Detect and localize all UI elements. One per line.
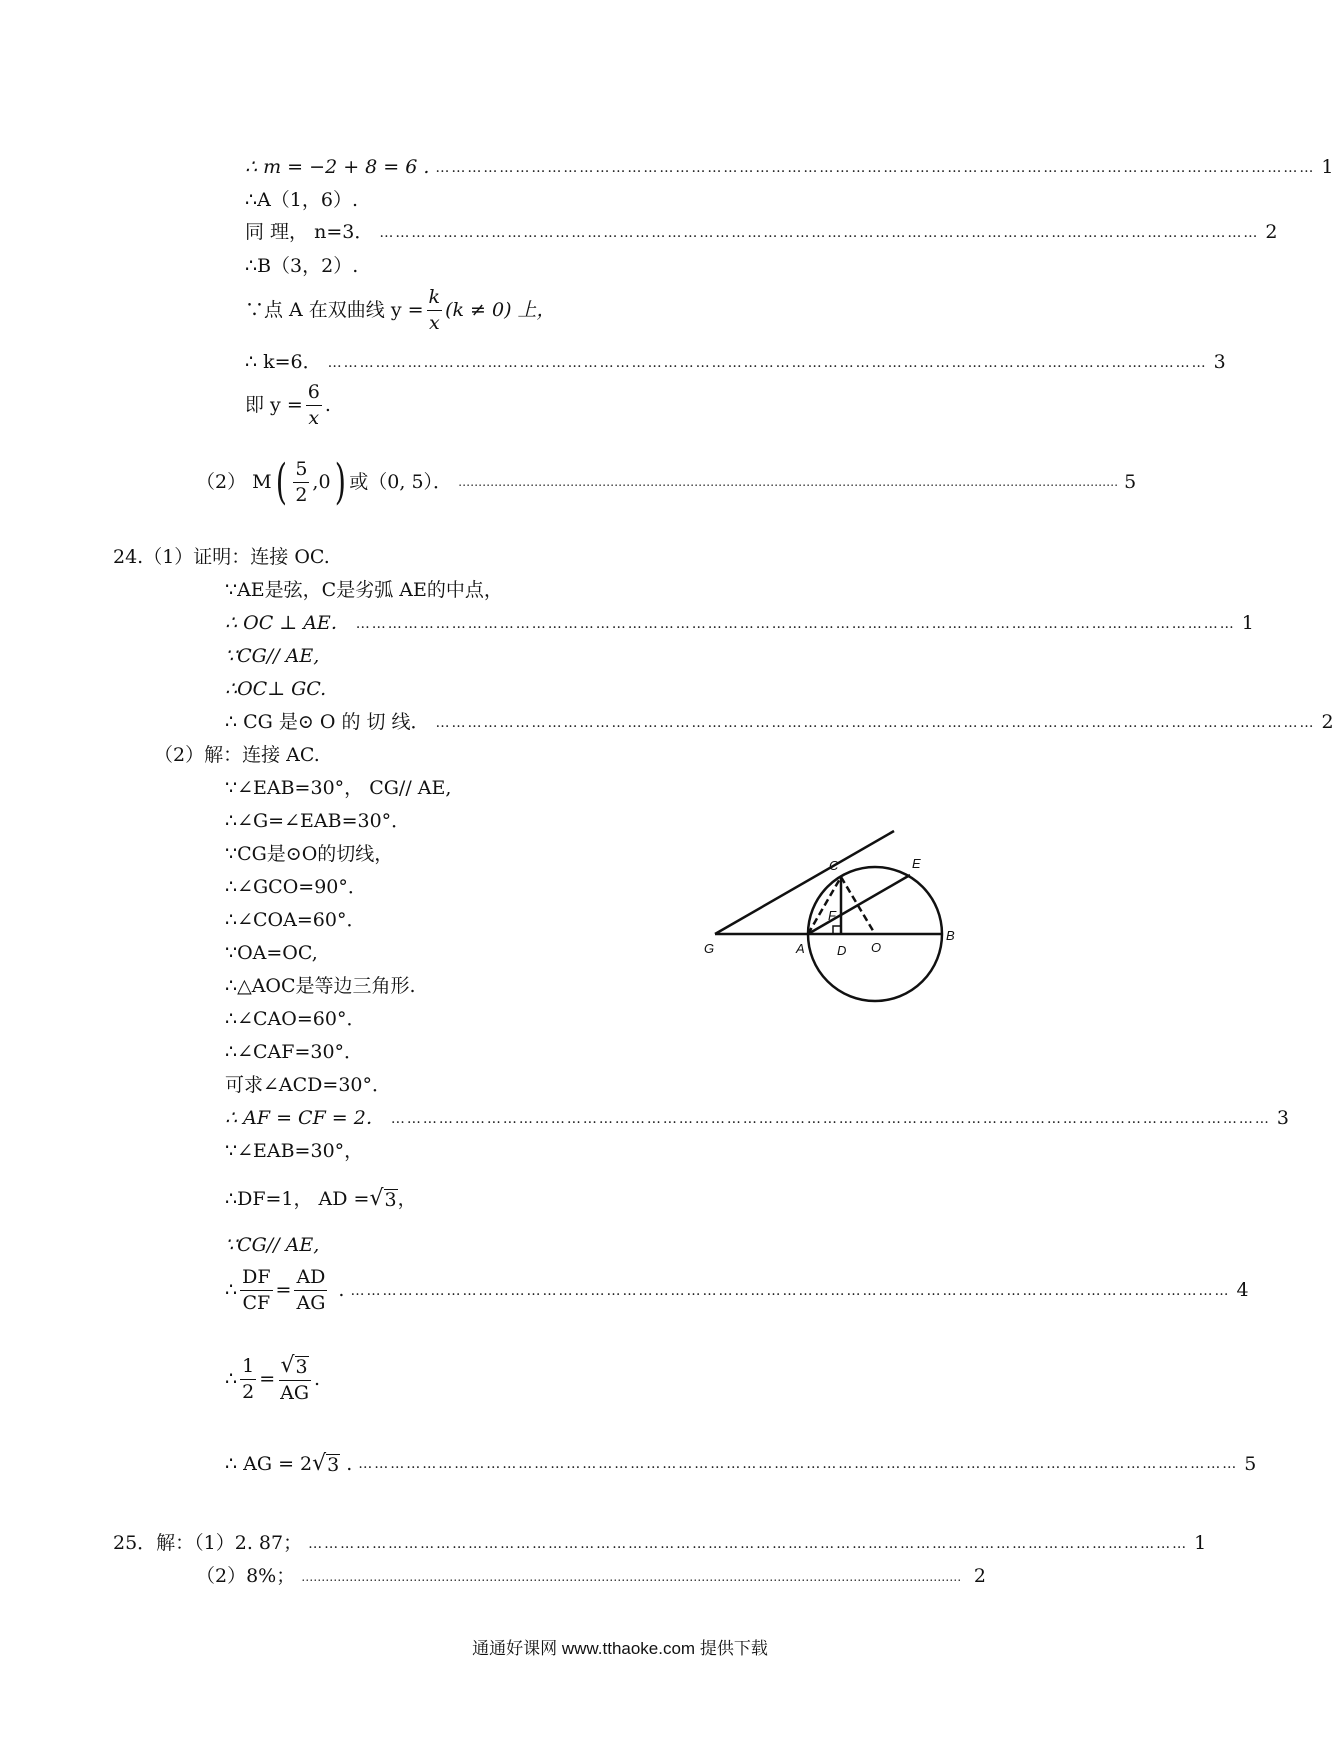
fraction: $\frac{k}{x}$ [428, 286, 441, 334]
score-mark: 3 [1276, 1107, 1289, 1129]
label-c: C [829, 858, 839, 873]
leader-dots: ………………………………………………………………………………………………………………………………………………… [308, 1535, 1189, 1552]
q24-part-2-heading: （2）解：连接 AC. [154, 744, 320, 766]
leader-dots: ………………………………………………………………………………………………………………………………………………… [458, 475, 1119, 489]
label-b: B [946, 928, 955, 943]
q25-line-2: （2）8%； ………………………………………………………………………………………………………………………………………………… 2 [196, 1565, 986, 1587]
q24-line: ∴ AF = CF = 2． ………………………………………………………………………………………………………………………………………………… 3 [225, 1107, 1289, 1129]
q25-line-1: 25．解：（1）2. 87； ………………………………………………………………………………………………………………………………………………… 1 [113, 1532, 1207, 1554]
score-mark: 1 [1321, 156, 1334, 178]
q24-line: ∴∠CAF=30°． [225, 1041, 364, 1063]
label-a: A [796, 941, 805, 956]
score-mark: 3 [1213, 351, 1226, 373]
score-mark: 1 [1194, 1532, 1207, 1554]
q24-line: ∴ CG 是⊙ O 的 切 线． ………………………………………………………………………………………………………………………………………………… 2 [225, 711, 1334, 733]
q23-text: ∴ k=6． [245, 351, 322, 373]
paren-left: ( [275, 454, 287, 510]
q23-text: 同 理， n=3． [245, 221, 374, 243]
q24-heading: 24.（1）证明：连接 OC. [113, 546, 330, 568]
leader-dots: ………………………………………………………………………………………………………………………………………………… [327, 354, 1208, 371]
q23-text: ∴A（1，6）. [245, 189, 359, 211]
q23-text: ∴B（3，2）. [245, 255, 359, 277]
fraction: $\frac{6}{x}$ [307, 381, 320, 429]
q24-line: ∵∠EAB=30°， [225, 1140, 364, 1162]
geometry-figure [700, 820, 980, 1020]
q23-line-4 [245, 257, 358, 276]
q23-text: (k ≠ 0) 上， [445, 299, 556, 321]
leader-dots: ………………………………………………………………………………………………………………………………………………… [435, 714, 1316, 731]
q24-line: ∴ OC ⊥ AE． ………………………………………………………………………………………………………………………………………………… 1 [225, 612, 1254, 634]
fraction: $\frac{5}{2}$ [295, 457, 308, 506]
q24-line: ∵OA=OC, [225, 942, 318, 964]
paren-right: ) [334, 454, 346, 510]
q24-line: ∴∠G=∠EAB=30°． [225, 810, 411, 832]
radical: √ 3 [312, 1451, 340, 1476]
label-d: D [837, 943, 847, 958]
q23-text: 即 y = [245, 394, 303, 416]
q23-text: . [324, 394, 331, 416]
q24-line: ∴∠GCO=90°． [225, 876, 367, 898]
q24-line: ∵CG// AE, [225, 645, 320, 667]
score-mark: 2 [973, 1565, 986, 1587]
score-mark: 4 [1236, 1279, 1249, 1301]
label-e: E [912, 856, 921, 871]
fraction: √ 3 AG [280, 1353, 310, 1404]
fraction: $\frac{AD}{AG}$ [296, 1266, 326, 1314]
leader-dots: ………………………………………………………………………………………………………………………………………………… [435, 159, 1316, 176]
q23-line-6 [245, 351, 1226, 373]
q23-text: 或（0, 5）． [349, 470, 453, 493]
score-mark: 5 [1244, 1452, 1257, 1475]
q23-part-2 [196, 454, 1137, 510]
score-mark: 1 [1241, 612, 1254, 634]
leader-dots: ………………………………………………………………………………………………………………………………………………… [350, 1282, 1231, 1299]
leader-dots: ………………………………………………………………………………………………………………………………………………… [355, 615, 1236, 632]
label-f: F [828, 908, 836, 923]
q24-line: ∴OC⊥ GC. [225, 678, 327, 700]
q24-line: ∵AE是弦，C是劣弧 AE的中点， [225, 579, 503, 601]
q24-line: ∵∠EAB=30°， CG// AE, [225, 777, 452, 799]
q23-text: （2） M [196, 470, 272, 493]
score-mark: 2 [1321, 711, 1334, 733]
q24-line: ∴∠CAO=60°． [225, 1008, 366, 1030]
q24-line: ∴ AG = 2 √ 3 . ………………………………………………………………………………………………………………………………………………… 5 [225, 1451, 1257, 1476]
label-g: G [704, 941, 715, 956]
leader-dots: ………………………………………………………………………………………………………………………………………………… [301, 1569, 962, 1584]
fraction: $\frac{1}{2}$ [242, 1354, 255, 1403]
leader-dots: ………………………………………………………………………………………………………………………………………………… [390, 1110, 1271, 1127]
fraction: $\frac{DF}{CF}$ [242, 1266, 271, 1314]
segment-co [841, 877, 875, 934]
q24-line: ∴ $\frac{1}{2}$ = √ 3 AG . [225, 1353, 321, 1404]
q24-line: ∴∠COA=60°． [225, 909, 366, 931]
q24-line: ∴ $\frac{DF}{CF}$ = $\frac{AD}{AG}$ . ………………………………………………………………………………………………………………………………………………… 4 [225, 1266, 1249, 1314]
q23-line-1 [245, 156, 1334, 178]
q24-line: ∵CG// AE, [225, 1234, 320, 1256]
leader-dots: ………………………………………………………………………………………………………………………………………………… [358, 1456, 1239, 1472]
q23-text: ∴ m = −2 + 8 = 6 . [245, 156, 430, 178]
q24-line: ∵CG是⊙O的切线， [225, 843, 394, 865]
q23-line-2 [245, 191, 358, 210]
chord-ae [808, 875, 910, 934]
q23-text: ∵点 A 在双曲线 y = [245, 299, 424, 321]
label-o: O [871, 940, 882, 955]
score-mark: 2 [1265, 221, 1278, 243]
page-footer: 通通好课网 www.tthaoke.com 提供下载 [472, 1639, 768, 1658]
q24-line: 可求∠ACD=30°． [225, 1074, 392, 1096]
q23-line-5 [245, 288, 556, 333]
q23-text: ,0 [312, 470, 331, 493]
q23-line-7 [245, 383, 331, 428]
q24-line: ∴DF=1， AD = √ 3 ， [225, 1186, 417, 1211]
q23-line-3 [245, 221, 1278, 243]
score-mark: 5 [1124, 470, 1137, 493]
leader-dots: ………………………………………………………………………………………………………………………………………………… [379, 224, 1260, 241]
q24-line: ∴△AOC是等边三角形. [225, 975, 416, 997]
radical: √ 3 [369, 1186, 397, 1211]
